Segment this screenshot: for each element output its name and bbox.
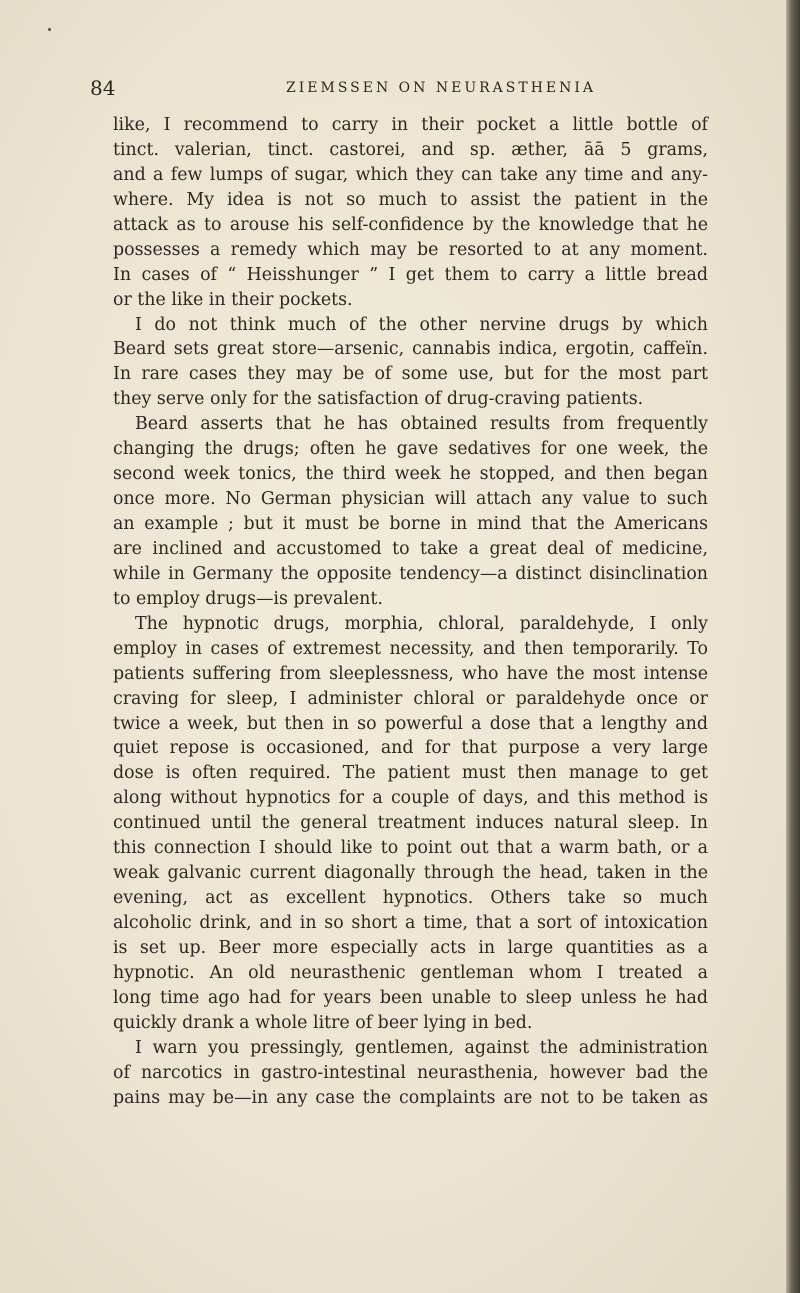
text-line: like, I recommend to carry in their pocket a little bottle of — [113, 115, 708, 135]
running-head: ZIEMSSEN ON NEURASTHENIA — [286, 80, 597, 96]
text-line: employ in cases of extremest necessity, and then temporarily. To — [113, 638, 708, 659]
text-line: second week tonics, the third week he stopped, and then began — [113, 464, 708, 485]
text-line: this connection I should like to point out that a warm bath, or a — [113, 838, 708, 859]
text-line: possesses a remedy which may be resorted to at any moment. — [113, 239, 708, 260]
text-line: hypnotic. An old neurasthenic gentleman whom I treated a — [113, 962, 708, 983]
text-line: of narcotics in gastro-intestinal neurasthenia, however bad the — [113, 1062, 708, 1083]
text-line: quickly drank a whole litre of beer lying in bed. — [113, 1012, 533, 1033]
text-line: weak galvanic current diagonally through the head, taken in the — [113, 863, 708, 884]
text-line: In cases of “ Heisshunger ” I get them to carry a little bread — [113, 264, 708, 285]
text-line: while in Germany the opposite tendency—a distinct disinclination — [113, 563, 708, 584]
text-line: dose is often required. The patient must then manage to get — [113, 763, 708, 784]
text-line: I warn you pressingly, gentlemen, against the administration — [135, 1037, 708, 1058]
text-line: alcoholic drink, and in so short a time, that a sort of intoxication — [113, 913, 708, 933]
text-line: In rare cases they may be of some use, but for the most part — [113, 364, 708, 385]
text-line: The hypnotic drugs, morphia, chloral, paraldehyde, I only — [135, 613, 708, 634]
text-line: twice a week, but then in so powerful a dose that a lengthy and — [113, 713, 708, 734]
page-header — [90, 76, 770, 100]
text-line: changing the drugs; often he gave sedatives for one week, the — [113, 439, 708, 460]
page-number: 84 — [90, 76, 116, 100]
text-line: long time ago had for years been unable to sleep unless he had — [113, 987, 708, 1008]
text-line: continued until the general treatment induces natural sleep. In — [113, 813, 708, 834]
text-line: they serve only for the satisfaction of drug-craving patients. — [113, 389, 644, 410]
paper-fleck — [48, 28, 51, 31]
page-edge-shadow — [786, 0, 800, 1293]
text-line: Beard asserts that he has obtained results from frequently — [135, 414, 708, 435]
text-line: once more. No German physician will attach any value to such — [113, 489, 708, 510]
text-line: are inclined and accustomed to take a great deal of medicine, — [113, 538, 708, 559]
text-line: or the like in their pockets. — [113, 289, 353, 310]
text-line: to employ drugs—is prevalent. — [113, 588, 383, 609]
text-line: patients suffering from sleeplessness, who have the most intense — [113, 663, 708, 684]
text-line: I do not think much of the other nervine drugs by which — [135, 314, 708, 335]
text-line: is set up. Beer more especially acts in large quantities as a — [113, 937, 708, 958]
text-line: craving for sleep, I administer chloral or paraldehyde once or — [113, 688, 708, 709]
text-line: attack as to arouse his self-confidence by the knowledge that he — [113, 214, 708, 235]
text-line: pains may be—in any case the complaints are not to be taken as — [113, 1087, 708, 1108]
text-line: an example ; but it must be borne in mind that the Americans — [113, 514, 708, 534]
text-line: where. My idea is not so much to assist the patient in the — [113, 189, 708, 210]
text-line: evening, act as excellent hypnotics. Others take so much — [113, 888, 708, 909]
text-line: tinct. valerian, tinct. castorei, and sp. æther, āā 5 grams, — [113, 139, 708, 160]
text-line: Beard sets great store—arsenic, cannabis indica, ergotin, caffeïn. — [113, 339, 708, 360]
body-text — [113, 113, 708, 1111]
text-line: quiet repose is occasioned, and for that purpose a very large — [113, 738, 708, 759]
text-line: along without hypnotics for a couple of days, and this method is — [113, 788, 708, 809]
text-line: and a few lumps of sugar, which they can take any time and any- — [113, 164, 708, 185]
